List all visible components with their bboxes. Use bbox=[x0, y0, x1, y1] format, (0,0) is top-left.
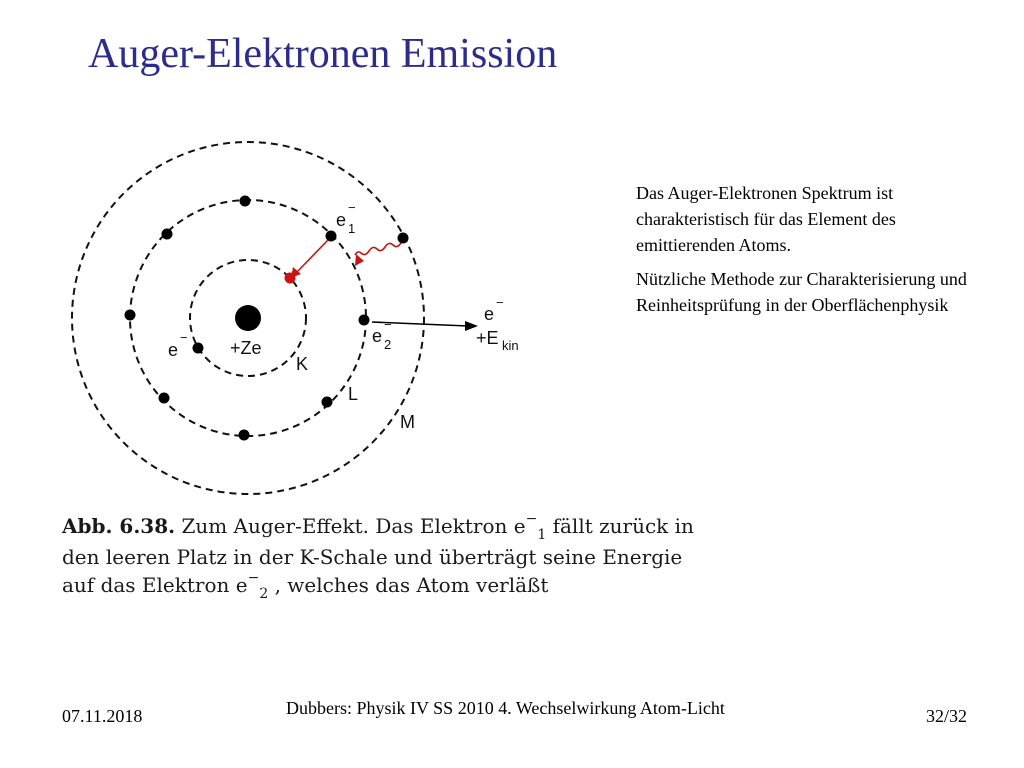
figure-caption bbox=[62, 511, 694, 602]
caption-line-3 bbox=[62, 571, 662, 602]
auger-atom-diagram bbox=[40, 130, 580, 510]
caption-sup: − bbox=[247, 570, 260, 586]
footer-date: 07.11.2018 bbox=[62, 706, 143, 726]
label-shell-k: K bbox=[296, 354, 309, 374]
caption-line-1 bbox=[62, 511, 694, 543]
side-paragraph-2: Nützliche Methode zur Charakterisierung und Reinheitsprüfung in der Oberflächenphysik bbox=[636, 269, 967, 315]
label-e1-sup: − bbox=[348, 200, 356, 215]
caption-text: , welches das Atom verläßt bbox=[268, 573, 549, 597]
l-electron bbox=[125, 310, 136, 321]
label-ekin: +E bbox=[476, 328, 499, 348]
l-electron bbox=[322, 397, 333, 408]
l-electron bbox=[159, 393, 170, 404]
slide-title: Auger-Elektronen Emission bbox=[88, 31, 558, 77]
label-e2: e bbox=[372, 326, 383, 346]
nucleus bbox=[235, 305, 261, 331]
caption-label: Abb. 6.38. bbox=[62, 514, 176, 538]
l-electron-e2 bbox=[359, 315, 370, 326]
label-ekin-sub: kin bbox=[502, 338, 519, 353]
side-text bbox=[636, 180, 986, 326]
label-e2-sup: − bbox=[384, 317, 392, 332]
m-electron bbox=[398, 233, 409, 244]
caption-text: auf das Elektron e bbox=[62, 573, 248, 597]
l-electron bbox=[162, 229, 173, 240]
label-shell-m: M bbox=[400, 412, 415, 432]
caption-text: Zum Auger-Effekt. Das Elektron e bbox=[181, 514, 526, 538]
side-paragraph-1: Das Auger-Elektronen Spektrum ist charakteristisch für das Element des emittierenden Atoms. bbox=[636, 183, 896, 255]
label-ejected-e-sup: − bbox=[496, 295, 504, 310]
label-e2-sub: 2 bbox=[384, 337, 392, 352]
l-electron bbox=[240, 196, 251, 207]
label-shell-l: L bbox=[348, 384, 359, 404]
caption-sup: − bbox=[525, 511, 538, 527]
energy-transfer-wave bbox=[355, 243, 401, 255]
label-e1: e bbox=[336, 210, 347, 230]
footer-page-number: 32/32 bbox=[926, 706, 968, 726]
label-nucleus: +Ze bbox=[230, 338, 262, 358]
transition-arrow bbox=[297, 240, 328, 272]
caption-text: fällt zurück in bbox=[546, 514, 694, 538]
caption-sub: 2 bbox=[259, 586, 269, 602]
label-e-minus: e bbox=[168, 340, 179, 360]
k-electron bbox=[193, 343, 204, 354]
label-ejected-e: e bbox=[484, 304, 495, 324]
caption-sub: 1 bbox=[537, 527, 547, 543]
label-e1-sub: 1 bbox=[348, 221, 356, 236]
footer-course: Dubbers: Physik IV SS 2010 4. Wechselwirkung Atom-Licht bbox=[286, 698, 725, 718]
label-e-minus-sup: − bbox=[180, 330, 188, 345]
l-electron bbox=[239, 430, 250, 441]
energy-transfer-head bbox=[355, 254, 364, 266]
caption-line-2: den leeren Platz in der K-Schale und überträgt seine Energie bbox=[62, 545, 683, 569]
